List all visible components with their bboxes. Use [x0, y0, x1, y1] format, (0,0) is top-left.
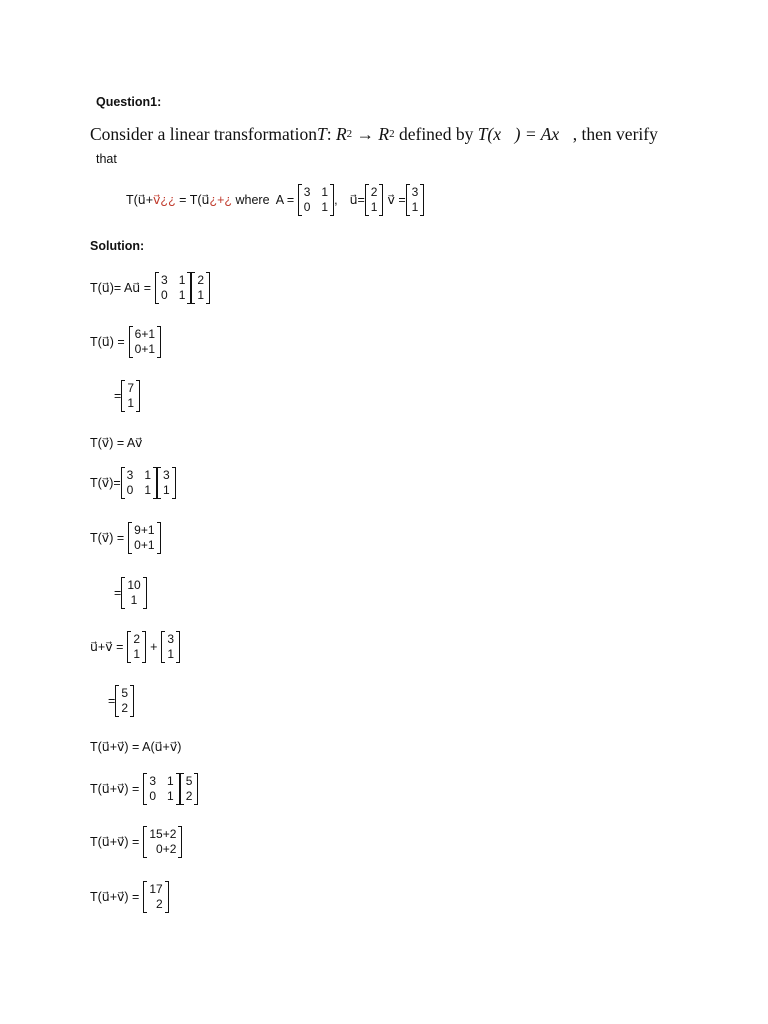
step-label: T(u⃗+v⃗) = A(u⃗+v⃗)	[90, 740, 182, 754]
vector-u	[191, 272, 210, 304]
intro-R2b: R	[378, 124, 390, 144]
intro-T: T	[316, 124, 327, 144]
intro-arrow: →	[352, 124, 379, 144]
step-label: T(u⃗+v⃗) =	[90, 834, 140, 849]
vector-cell: 0+2	[156, 842, 177, 856]
step-label: T(v⃗) = Av⃗	[90, 436, 143, 450]
vector-cell: 1	[411, 200, 419, 214]
plus-sign: +	[150, 639, 158, 654]
intro-sup2: 2	[389, 128, 395, 141]
stmt-plus: ¿+¿	[209, 192, 233, 207]
step-label: =	[114, 388, 122, 403]
vector-cell: 5	[185, 774, 193, 788]
result-vector	[115, 685, 134, 717]
vector-cell: 3	[167, 632, 175, 646]
result-vector	[129, 326, 161, 358]
step-label: T(u⃗) =	[90, 334, 125, 349]
stmt-v-label: v⃗ =	[387, 192, 406, 207]
vector-cell: 10	[127, 578, 141, 592]
intro-text-2: defined by	[394, 124, 478, 144]
step-7	[114, 577, 147, 609]
matrix-cell: 0	[303, 200, 311, 214]
step-5	[90, 467, 176, 499]
solution-title	[90, 240, 144, 253]
step-label: T(u⃗+v⃗) =	[90, 781, 140, 796]
solution-title-text: Solution:	[90, 239, 145, 253]
vector-cell: 1	[163, 483, 170, 497]
step-13	[90, 881, 169, 913]
vector-cell: 2	[133, 632, 141, 646]
result-vector	[121, 577, 146, 609]
step-label: u⃗+v⃗ =	[90, 639, 124, 654]
result-vector	[121, 380, 140, 412]
step-2	[90, 326, 161, 358]
matrix-cell: 1	[178, 273, 186, 287]
vector-cell: 6+1	[134, 327, 156, 341]
vector-cell: 0+1	[134, 538, 155, 552]
matrix-cell: 1	[167, 789, 174, 803]
step-9	[108, 685, 134, 717]
vector-v	[406, 184, 425, 216]
result-vector	[143, 881, 168, 913]
intro-text-1: Consider a linear transformation	[90, 124, 317, 144]
step-label: =	[108, 693, 116, 708]
step-3	[114, 380, 140, 412]
matrix-cell: 1	[178, 288, 186, 302]
step-12	[90, 826, 182, 858]
stmt-u-label: u⃗=	[349, 192, 365, 207]
that-word	[96, 153, 117, 166]
vector-u	[365, 184, 384, 216]
stmt-comma: ,	[334, 192, 338, 207]
vector-cell: 2	[185, 789, 193, 803]
matrix-cell: 1	[321, 185, 329, 199]
vector-v	[157, 467, 176, 499]
stmt-where: where A =	[232, 192, 298, 207]
vector-sum	[180, 773, 199, 805]
question-title	[96, 96, 161, 109]
result-vector	[128, 522, 160, 554]
question-title-text: Question1:	[96, 95, 162, 109]
step-1	[90, 272, 210, 304]
vector-cell: 1	[197, 288, 205, 302]
matrix-cell: 3	[149, 774, 157, 788]
step-4	[90, 437, 142, 450]
vector-cell: 2	[121, 701, 128, 715]
vector-cell: 0+1	[134, 342, 156, 356]
vector-cell: 2	[197, 273, 205, 287]
matrix-cell: 1	[144, 468, 152, 482]
step-label: T(u⃗)= Au⃗ =	[90, 280, 151, 295]
intro-colon: :	[326, 124, 336, 144]
stmt-lhs-v: v⃗¿¿	[153, 192, 176, 207]
vector-cell: 1	[127, 396, 134, 410]
that-text: that	[96, 152, 117, 166]
vector-cell: 2	[370, 185, 378, 199]
vector-cell: 1	[133, 647, 141, 661]
matrix-cell: 1	[144, 483, 152, 497]
matrix-cell: 3	[161, 273, 168, 287]
step-6	[90, 522, 161, 554]
vector-u	[127, 631, 146, 663]
step-10	[90, 741, 181, 754]
vector-cell: 5	[121, 686, 128, 700]
vector-cell: 7	[127, 381, 134, 395]
statement-line	[126, 184, 424, 216]
matrix-cell: 3	[126, 468, 134, 482]
vector-cell: 1	[167, 647, 175, 661]
matrix-A	[143, 773, 179, 805]
matrix-cell: 3	[303, 185, 311, 199]
matrix-A	[121, 467, 157, 499]
intro-text-3: , then verify	[572, 124, 658, 144]
vector-cell: 1	[130, 593, 138, 607]
result-vector	[143, 826, 182, 858]
matrix-cell: 0	[161, 288, 168, 302]
matrix-A	[298, 184, 334, 216]
vector-cell: 1	[370, 200, 378, 214]
problem-statement	[90, 126, 658, 144]
vector-cell: 17	[149, 882, 163, 896]
matrix-cell: 0	[149, 789, 157, 803]
intro-sup1: 2	[346, 128, 353, 141]
step-11	[90, 773, 198, 805]
step-8	[90, 631, 180, 663]
step-label: T(v⃗) =	[90, 530, 125, 545]
stmt-lhs-a: T(u⃗+	[126, 192, 154, 207]
step-label: T(v⃗)=	[90, 475, 121, 490]
step-label: =	[114, 585, 122, 600]
matrix-A	[155, 272, 191, 304]
stmt-eq: = T(u⃗	[175, 192, 210, 207]
step-label: T(u⃗+v⃗) =	[90, 889, 140, 904]
vector-cell: 2	[156, 897, 163, 911]
vector-cell: 9+1	[134, 523, 155, 537]
matrix-cell: 0	[126, 483, 134, 497]
vector-v	[161, 631, 180, 663]
vector-cell: 3	[411, 185, 419, 199]
matrix-cell: 1	[167, 774, 174, 788]
matrix-cell: 1	[321, 200, 329, 214]
intro-R2a: R	[335, 124, 347, 144]
vector-cell: 15+2	[149, 827, 177, 841]
intro-Tx: T(x⃗) = Ax⃗	[477, 124, 573, 144]
vector-cell: 3	[163, 468, 170, 482]
